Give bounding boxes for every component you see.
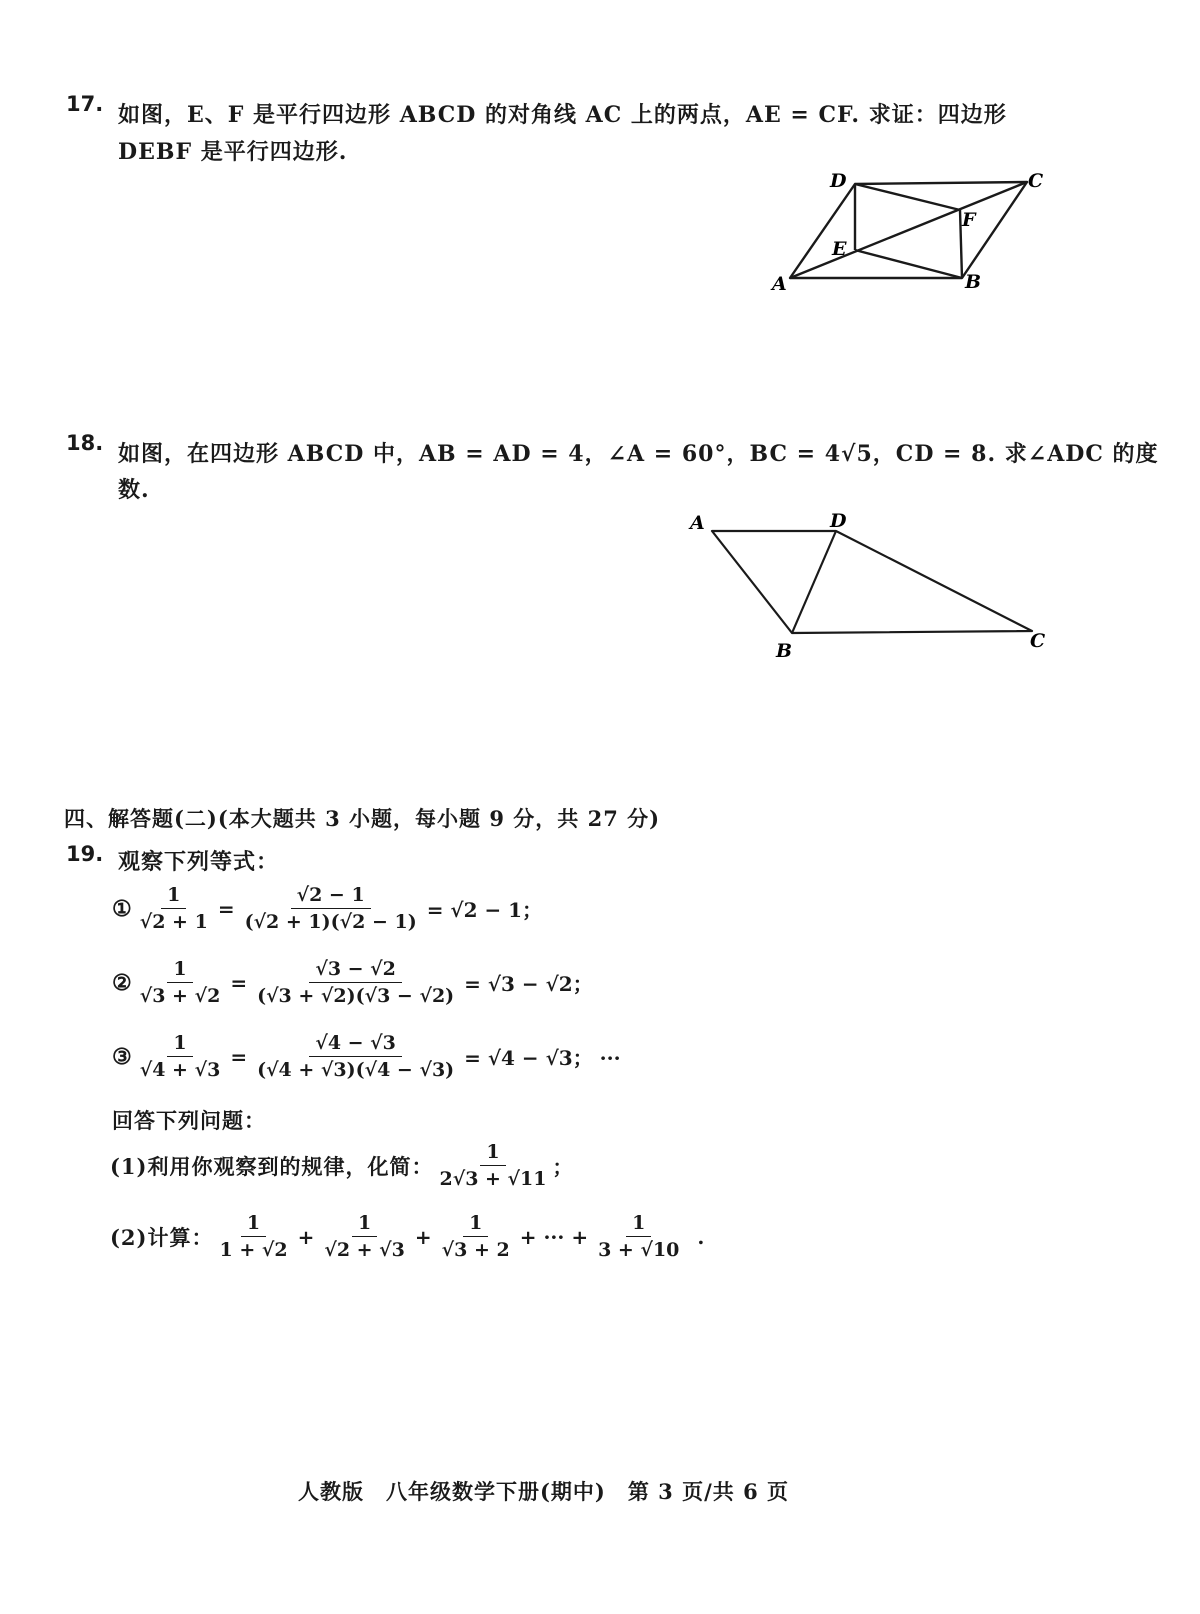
q19-eq1-den1: √2 + 1 — [139, 911, 208, 933]
q19-eq3-fraction-right — [251, 1032, 460, 1081]
q19-part2-term3-den: √3 + 2 — [441, 1239, 510, 1261]
q19-part2-plus-1: + — [297, 1224, 315, 1249]
q17-label-c: C — [1028, 170, 1044, 192]
q17-label-a: A — [772, 273, 787, 295]
q18-label-b: B — [776, 640, 793, 662]
q19-answer-prompt: 回答下列问题： — [112, 1108, 266, 1133]
q19-part2-term1-den: 1 + √2 — [219, 1239, 288, 1261]
q19-eq1-num2: √2 − 1 — [291, 884, 371, 909]
q19-eq1-num1: 1 — [161, 884, 186, 909]
q19-eq2-result: = √3 − √2； — [464, 972, 593, 996]
q19-eq2-fraction-right — [251, 958, 460, 1007]
q19-eq2-den2: (√3 + √2)(√3 − √2) — [257, 985, 455, 1007]
q19-part2-term2-den: √2 + √3 — [324, 1239, 405, 1261]
q19-eq2-num2: √3 − √2 — [309, 958, 402, 983]
q18-quadrilateral-figure — [680, 505, 1060, 665]
q17-label-f: F — [962, 209, 976, 231]
q19-part1-label: (1)利用你观察到的规律，化简： — [110, 1153, 434, 1179]
q17-text-line2: DEBF 是平行四边形. — [118, 139, 348, 165]
q19-part2-term1-num: 1 — [241, 1212, 266, 1237]
q19-equation-3: ③ $\frac{1}{√4 + √3}$ = $\frac{√4 - √3}{(√4 + √3)(√4 - √3)}$ = √4 − √3； ··· — [112, 1032, 621, 1081]
q19-eq3-den2: (√4 + √3)(√4 − √3) — [257, 1059, 455, 1081]
q18-text-line1: 如图，在四边形 ABCD 中，AB = AD = 4，∠A = 60°，BC = 4√5，CD = 8. 求∠ADC 的度 — [118, 441, 1159, 467]
q19-eq1-fraction-right — [239, 884, 423, 933]
q17-label-e: E — [832, 238, 847, 260]
q19-part1-num: 1 — [480, 1141, 505, 1166]
q19-eq3-num2: √4 − √3 — [309, 1032, 402, 1057]
q19-part2-term4-num: 1 — [626, 1212, 651, 1237]
q18-number: 18. — [66, 431, 104, 455]
q19-part2-term-3 — [436, 1212, 516, 1261]
q19-eq3-mark: ③ — [112, 1043, 132, 1070]
q19-eq2-fraction-left — [134, 958, 227, 1007]
q19-equation-1: ① $\frac{1}{√2 + 1}$ = $\frac{√2 - 1}{(√2 + 1)(√2 - 1)}$ = √2 − 1； — [112, 884, 543, 933]
q17-text-line1: 如图，E、F 是平行四边形 ABCD 的对角线 AC 上的两点，AE = CF. 求证：四边形 — [118, 102, 1007, 128]
q19-number: 19. — [66, 842, 104, 866]
q18-label-a: A — [690, 512, 705, 534]
q19-part2-term3-num: 1 — [463, 1212, 488, 1237]
q19-part2-term4-den: 3 + √10 — [598, 1239, 680, 1261]
q19-eq1-fraction-left — [134, 884, 214, 933]
q19-part2-term-4 — [592, 1212, 685, 1261]
q19-eq3-num1: 1 — [167, 1032, 192, 1057]
q19-part2-label: (2)计算： — [110, 1224, 214, 1250]
q19-part2-term2-num: 1 — [352, 1212, 377, 1237]
q18-label-d: D — [830, 510, 847, 532]
q19-part1 — [110, 1141, 573, 1190]
q19-part2 — [110, 1212, 708, 1261]
q18-text-line2: 数. — [118, 477, 150, 503]
q19-eq3-fraction-left — [134, 1032, 227, 1081]
section4-title: 四、解答题(二)(本大题共 3 小题，每小题 9 分，共 27 分) — [64, 806, 661, 831]
q17-number: 17. — [66, 92, 104, 116]
q18-label-c: C — [1030, 630, 1046, 652]
q19-eq2-den1: √3 + √2 — [139, 985, 221, 1007]
page-footer: 人教版 八年级数学下册(期中) 第 3 页/共 6 页 — [298, 1479, 790, 1504]
q19-part1-den: 2√3 + √11 — [439, 1168, 547, 1190]
q17-label-b: B — [965, 271, 982, 293]
q19-eq2-num1: 1 — [167, 958, 192, 983]
q19-eq1-mark: ① — [112, 895, 132, 922]
q19-eq1-den2: (√2 + 1)(√2 − 1) — [244, 911, 417, 933]
q19-equation-2: ② $\frac{1}{√3 + √2}$ = $\frac{√3 - √2}{(√3 + √2)(√3 - √2)}$ = √3 − √2； — [112, 958, 593, 1007]
q17-parallelogram-figure — [760, 160, 1060, 300]
q19-part2-ellipsis: + ··· + — [519, 1224, 589, 1249]
q19-eq3-den1: √4 + √3 — [139, 1059, 221, 1081]
q19-eq2-mark: ② — [112, 969, 132, 996]
q17-label-d: D — [830, 170, 847, 192]
q19-part2-end: . — [697, 1224, 705, 1249]
q19-intro: 观察下列等式： — [118, 849, 280, 875]
q19-part1-fraction — [433, 1141, 552, 1190]
q19-eq1-result: = √2 − 1； — [426, 898, 543, 922]
q19-part2-plus-2: + — [414, 1224, 432, 1249]
q19-eq3-result: = √4 − √3； ··· — [464, 1046, 621, 1070]
q19-part2-term-1 — [213, 1212, 293, 1261]
q19-part2-term-2 — [318, 1212, 411, 1261]
q19-part1-end: ； — [552, 1155, 573, 1179]
